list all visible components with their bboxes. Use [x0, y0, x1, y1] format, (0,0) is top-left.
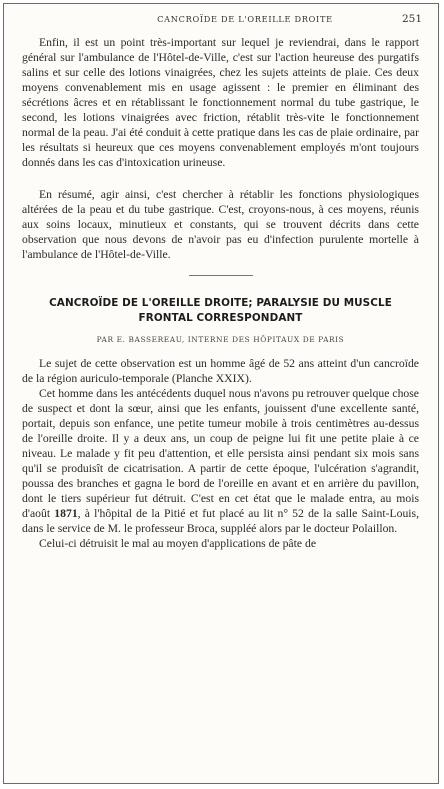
article-paragraph-3: Celui-ci détruisit le mal au moyen d'applications de pâte de — [39, 537, 317, 550]
book-page — [3, 3, 439, 784]
article-paragraph-2 — [22, 386, 419, 536]
page-body — [22, 35, 419, 551]
running-head — [66, 14, 424, 28]
article-paragraph-2-part-1: Cet homme dans les antécédents duquel nous n'avons pu retrouver quelque chose de suspect et dont la sœur, ainsi que les enfants, jouissent d'une excellente santé, portait, depuis son enfance, une petite tumeur mobile à trois centimètres au-dessus de l'oreille droite. Il y a deux ans, un coup de peigne lui fit une petite plaie à ce niveau. Le malade y fit peu d'attention, et elle persista ainsi pendant six mois sans qu'il se produisît de cicatrisation. A partir de cette époque, l'ulcération s'agrandit, poussa des branches et gagna le bord de l'oreille en avant et en arrière du pavillon, dont le tiers supérieur fut détruit. C'est en cet état que le malade entra, au mois d'août — [22, 387, 419, 520]
article-title — [22, 296, 419, 325]
page-number: 251 — [401, 13, 422, 25]
article-year: 1871 — [54, 507, 78, 520]
article-title-line-2: FRONTAL CORRESPONDANT — [138, 311, 303, 324]
article-title-line-1: CANCROÏDE DE L'OREILLE DROITE; PARALYSIE DU MUSCLE — [49, 297, 392, 309]
running-head-title: CANCROÏDE DE L'OREILLE DROITE — [157, 14, 333, 24]
article-paragraph-2-part-2: , à l'hôpital de la Pitié et fut placé au lit n° 52 de la salle Saint-Louis, dans le service de M. le professeur Broca, suppléé alors par le docteur Polaillon. — [22, 507, 419, 535]
paragraph-action-purgatifs: Enfin, il est un point très-important sur lequel je reviendrai, dans le rapport général sur l'ambulance de l'Hôtel-de-Ville, c'est sur l'action heureuse des purgatifs salins et sur celle des lotions vinaigrées, chez les sujets atteints de plaie. Ces deux moyens convenablement mis en usage agissent : le premier en éliminant des sécrétions âcres et en rétablissant le fonctionnement normal du tube gastrique, le second, les lotions vinaigrées avec friction, rétablit très-vite le fonctionnement normal de la peau. J'ai été conduit à cette pratique dans les cas de plaie ordinaire, par les résultats si heureux que ces moyens convenablement employés m'ont toujours donnés dans les cas d'intoxication urineuse. — [22, 36, 419, 169]
section-divider — [189, 275, 253, 276]
paragraph-resume: En résumé, agir ainsi, c'est chercher à rétablir les fonctions physiologiques altérées de la peau et du tube gastrique. C'est, croyons-nous, à ces moyens, réunis aux soins locaux, minutieux et constants, qui se trouvent décrits dans cette observation que nous devons de n'avoir pas eu d'infection purulente mortelle à l'ambulance de l'Hôtel-de-Ville. — [22, 188, 419, 261]
article-paragraph-1: Le sujet de cette observation est un homme âgé de 52 ans atteint d'un cancroïde de la région auriculo-temporale (Planche XXIX). — [22, 357, 419, 385]
article-byline: PAR E. BASSEREAU, INTERNE DES HÔPITAUX DE PARIS — [96, 335, 345, 344]
